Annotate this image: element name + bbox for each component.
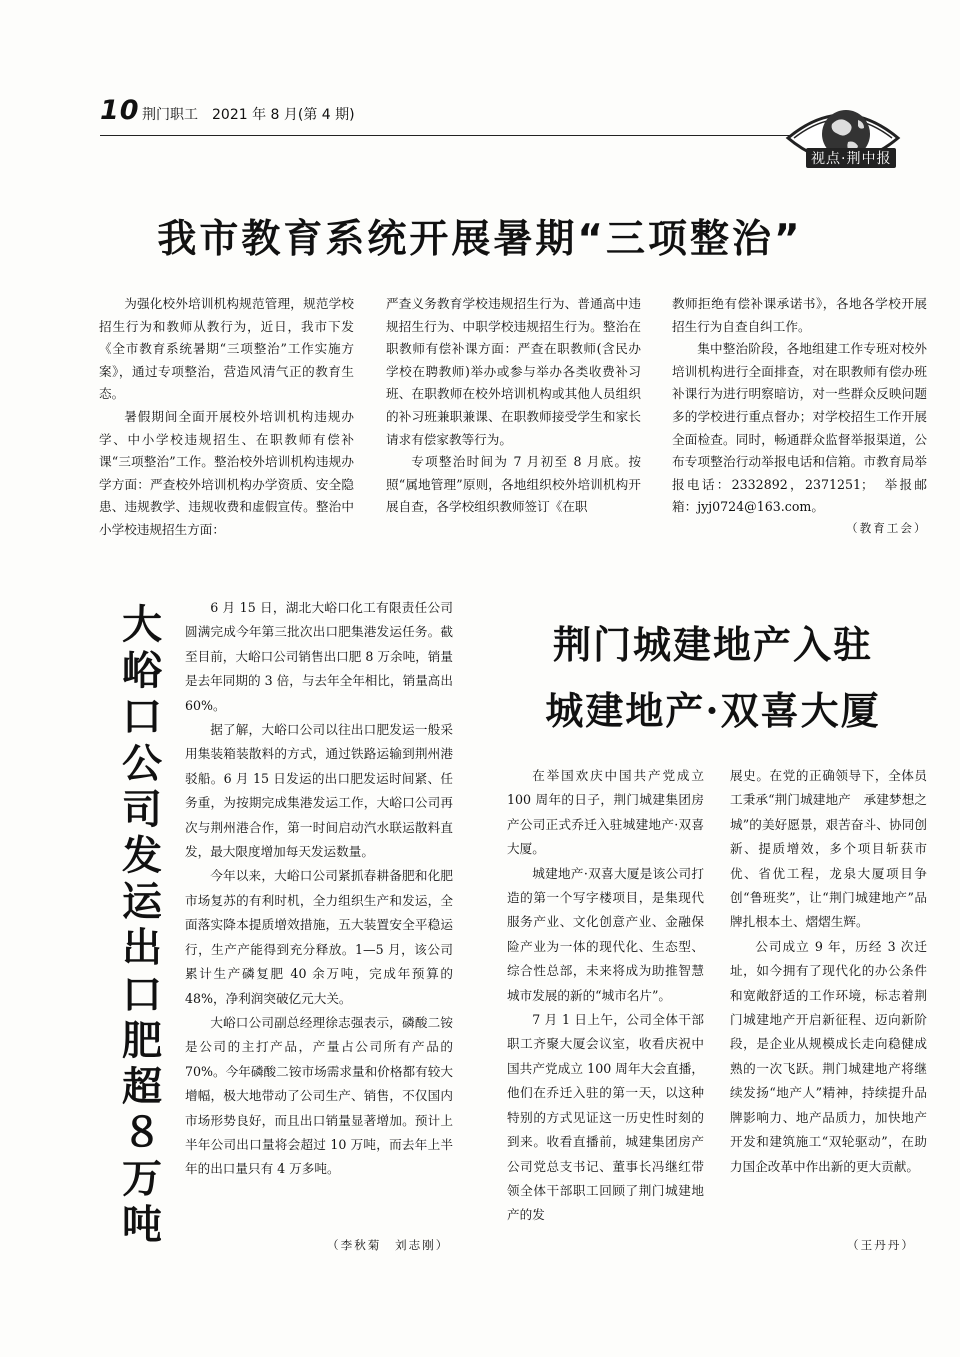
title-char: 大 bbox=[122, 602, 162, 648]
title-char: 万 bbox=[122, 1156, 162, 1203]
paragraph: 专项整治时间为 7 月初至 8 月底。按照“属地管理”原则，各地组织校外培训机构开展自查，各学校组织教师签订《在职 bbox=[386, 454, 641, 515]
title-char: 口 bbox=[122, 971, 162, 1018]
title-char: 吨 bbox=[122, 1202, 162, 1249]
article3-title-line-1: 荆门城建地产入驻 bbox=[552, 622, 873, 667]
paragraph: 为强化校外培训机构规范管理，规范学校招生行为和教师从教行为，近日，我市下发《全市教育系统暑期“三项整治”工作实施方案》，通过专项整治，营造风清气正的教育生态。 bbox=[99, 296, 354, 402]
paragraph: 据了解，大峪口公司以往出口肥发运一般采用集装箱装散料的方式，通过铁路运输到荆州港驳船。6 月 15 日发运的出口肥发运时间紧、任务重，为按期完成集港发运工作，大峪口公司再次与荆州港合作，第一时间启动汽水联运散料直发，最大限度增加每天发运数量。 bbox=[185, 722, 453, 860]
page-number: 10 bbox=[100, 95, 140, 126]
paragraph: 7 月 1 日上午，公司全体干部职工齐聚大厦会议室，收看庆祝中国共产党成立 100 周年大会直播，他们在乔迁入驻的第一天，以这种特别的方式见证这一历史性时刻的到来。收看直播前，城建集团房产公司党总支书记、董事长冯继红带领全体干部职工回顾了荆门城建地产的发 bbox=[507, 1012, 704, 1223]
article2-vertical-title bbox=[112, 602, 172, 1249]
paragraph: 今年以来，大峪口公司紧抓春耕备肥和化肥市场复苏的有利时机，全力组织生产和发运，全面落实降本提质增效措施，五大装置安全平稳运行，生产产能得到充分释放。1—5 月，该公司累计生产磷复肥 40 余万吨，完成年预算的 48%，净利润突破亿元大关。 bbox=[185, 868, 453, 1006]
paragraph: 城建地产·双喜大厦是该公司打造的第一个写字楼项目，是集现代服务产业、文化创意产业、金融保险产业为一体的现代化、生态型、综合性总部，未来将成为助推智慧城市发展的新的“城市名片”。 bbox=[507, 865, 704, 1003]
paragraph: 展史。在党的正确领导下，全体员工秉承“荆门城建地产 承建梦想之城”的美好愿景，艰苦奋斗、协同创新、提质增效，多个项目斩获市优、省优工程，龙泉大厦项目争创“鲁班奖”，让“荆门城建地产”品牌扎根本土、熠熠生辉。 bbox=[730, 768, 927, 930]
paragraph: 集中整治阶段，各地组建工作专班对校外培训机构进行全面排查，对在职教师有偿办班补课行为进行明察暗访，对一些群众反映问题多的学校进行重点督办；对学校招生工作开展全面检查。同时，畅通群众监督举报渠道，公布专项整治行动举报电话和信箱。市教育局举报电话：2332892，2371251； 举报邮箱：jyj0724@163.com。 bbox=[672, 341, 927, 515]
article1-signature: （教育工会） bbox=[846, 521, 928, 535]
title-char: 口 bbox=[122, 694, 162, 741]
article3-signature: （王丹丹） bbox=[847, 1238, 915, 1252]
paragraph: 公司成立 9 年，历经 3 次迁址，如今拥有了现代化的办公条件和宽敞舒适的工作环境，标志着荆门城建地产开启新征程、迈向新阶段，是企业从规模成长走向稳健成熟的一次飞跃。荆门城建地产将继续发扬“地产人”精神，持续提升品牌影响力、地产品质力，加快地产开发和建筑施工“双轮驱动”，在助力国企改革中作出新的更大贡献。 bbox=[730, 938, 927, 1174]
article1-column-2 bbox=[386, 293, 641, 519]
title-char: 运 bbox=[122, 879, 162, 926]
title-char: 峪 bbox=[122, 648, 162, 695]
paragraph: 6 月 15 日，湖北大峪口化工有限责任公司圆满完成今年第三批次出口肥集港发运任务。截至目前，大峪口公司销售出口肥 8 万余吨，销量是去年同期的 3 倍，与去年全年相比，销量高出 60%。 bbox=[185, 600, 453, 713]
title-char: 超 bbox=[122, 1063, 162, 1110]
title-char: 公 bbox=[122, 740, 162, 787]
article1-column-1 bbox=[99, 293, 354, 542]
header-rule bbox=[100, 135, 805, 136]
paragraph: 在举国欢庆中国共产党成立 100 周年的日子，荆门城建集团房产公司正式乔迁入驻城建地产·双喜大厦。 bbox=[507, 768, 704, 857]
title-char: 发 bbox=[122, 832, 162, 879]
article3-column-1 bbox=[507, 764, 704, 1228]
article3-title-line-2: 城建地产·双喜大厦 bbox=[545, 688, 881, 733]
paragraph: 严查义务教育学校违规招生行为、普通高中违规招生行为、中职学校违规招生行为。整治在职教师有偿补课方面：严查在职教师(含民办学校在聘教师)举办或参与举办各类收费补习班、在职教师在校外培训机构或其他人员组织的补习班兼职兼课、在职教师接受学生和家长请求有偿家教等行为。 bbox=[386, 296, 641, 447]
article2-signature: （李秋菊 刘志刚） bbox=[327, 1238, 450, 1252]
publication-info: 荆门职工 2021 年 8 月(第 4 期) bbox=[142, 107, 355, 123]
article1-title: 我市教育系统开展暑期“三项整治” bbox=[157, 217, 803, 262]
title-char: 司 bbox=[122, 786, 162, 833]
title-char: 出 bbox=[122, 925, 162, 972]
article2-body bbox=[185, 596, 453, 1182]
paragraph: 大峪口公司副总经理徐志强表示，磷酸二铵是公司的主打产品，产量占公司所有产品的 70%。今年磷酸二铵市场需求量和价格都有较大增幅，极大地带动了公司生产、销售，不仅国内市场形势良好，而且出口销量显著增加。预计上半年公司出口量将会超过 10 万吨，而去年上半年的出口量只有 4 万多吨。 bbox=[185, 1014, 453, 1177]
column-label: 视点·荆中报 bbox=[806, 148, 896, 168]
article3-column-2 bbox=[730, 764, 927, 1179]
title-char: 肥 bbox=[122, 1017, 162, 1064]
article1-column-3 bbox=[672, 293, 927, 519]
paragraph: 教师拒绝有偿补课承诺书》，各地各学校开展招生行为自查自纠工作。 bbox=[672, 296, 927, 334]
title-char: ８ bbox=[122, 1110, 162, 1157]
paragraph: 暑假期间全面开展校外培训机构违规办学、中小学校违规招生、在职教师有偿补课“三项整治”工作。整治校外培训机构违规办学方面：严查校外培训机构办学资质、安全隐患、违规教学、违规收费和虚假宣传。整治中小学校违规招生方面： bbox=[99, 408, 354, 537]
